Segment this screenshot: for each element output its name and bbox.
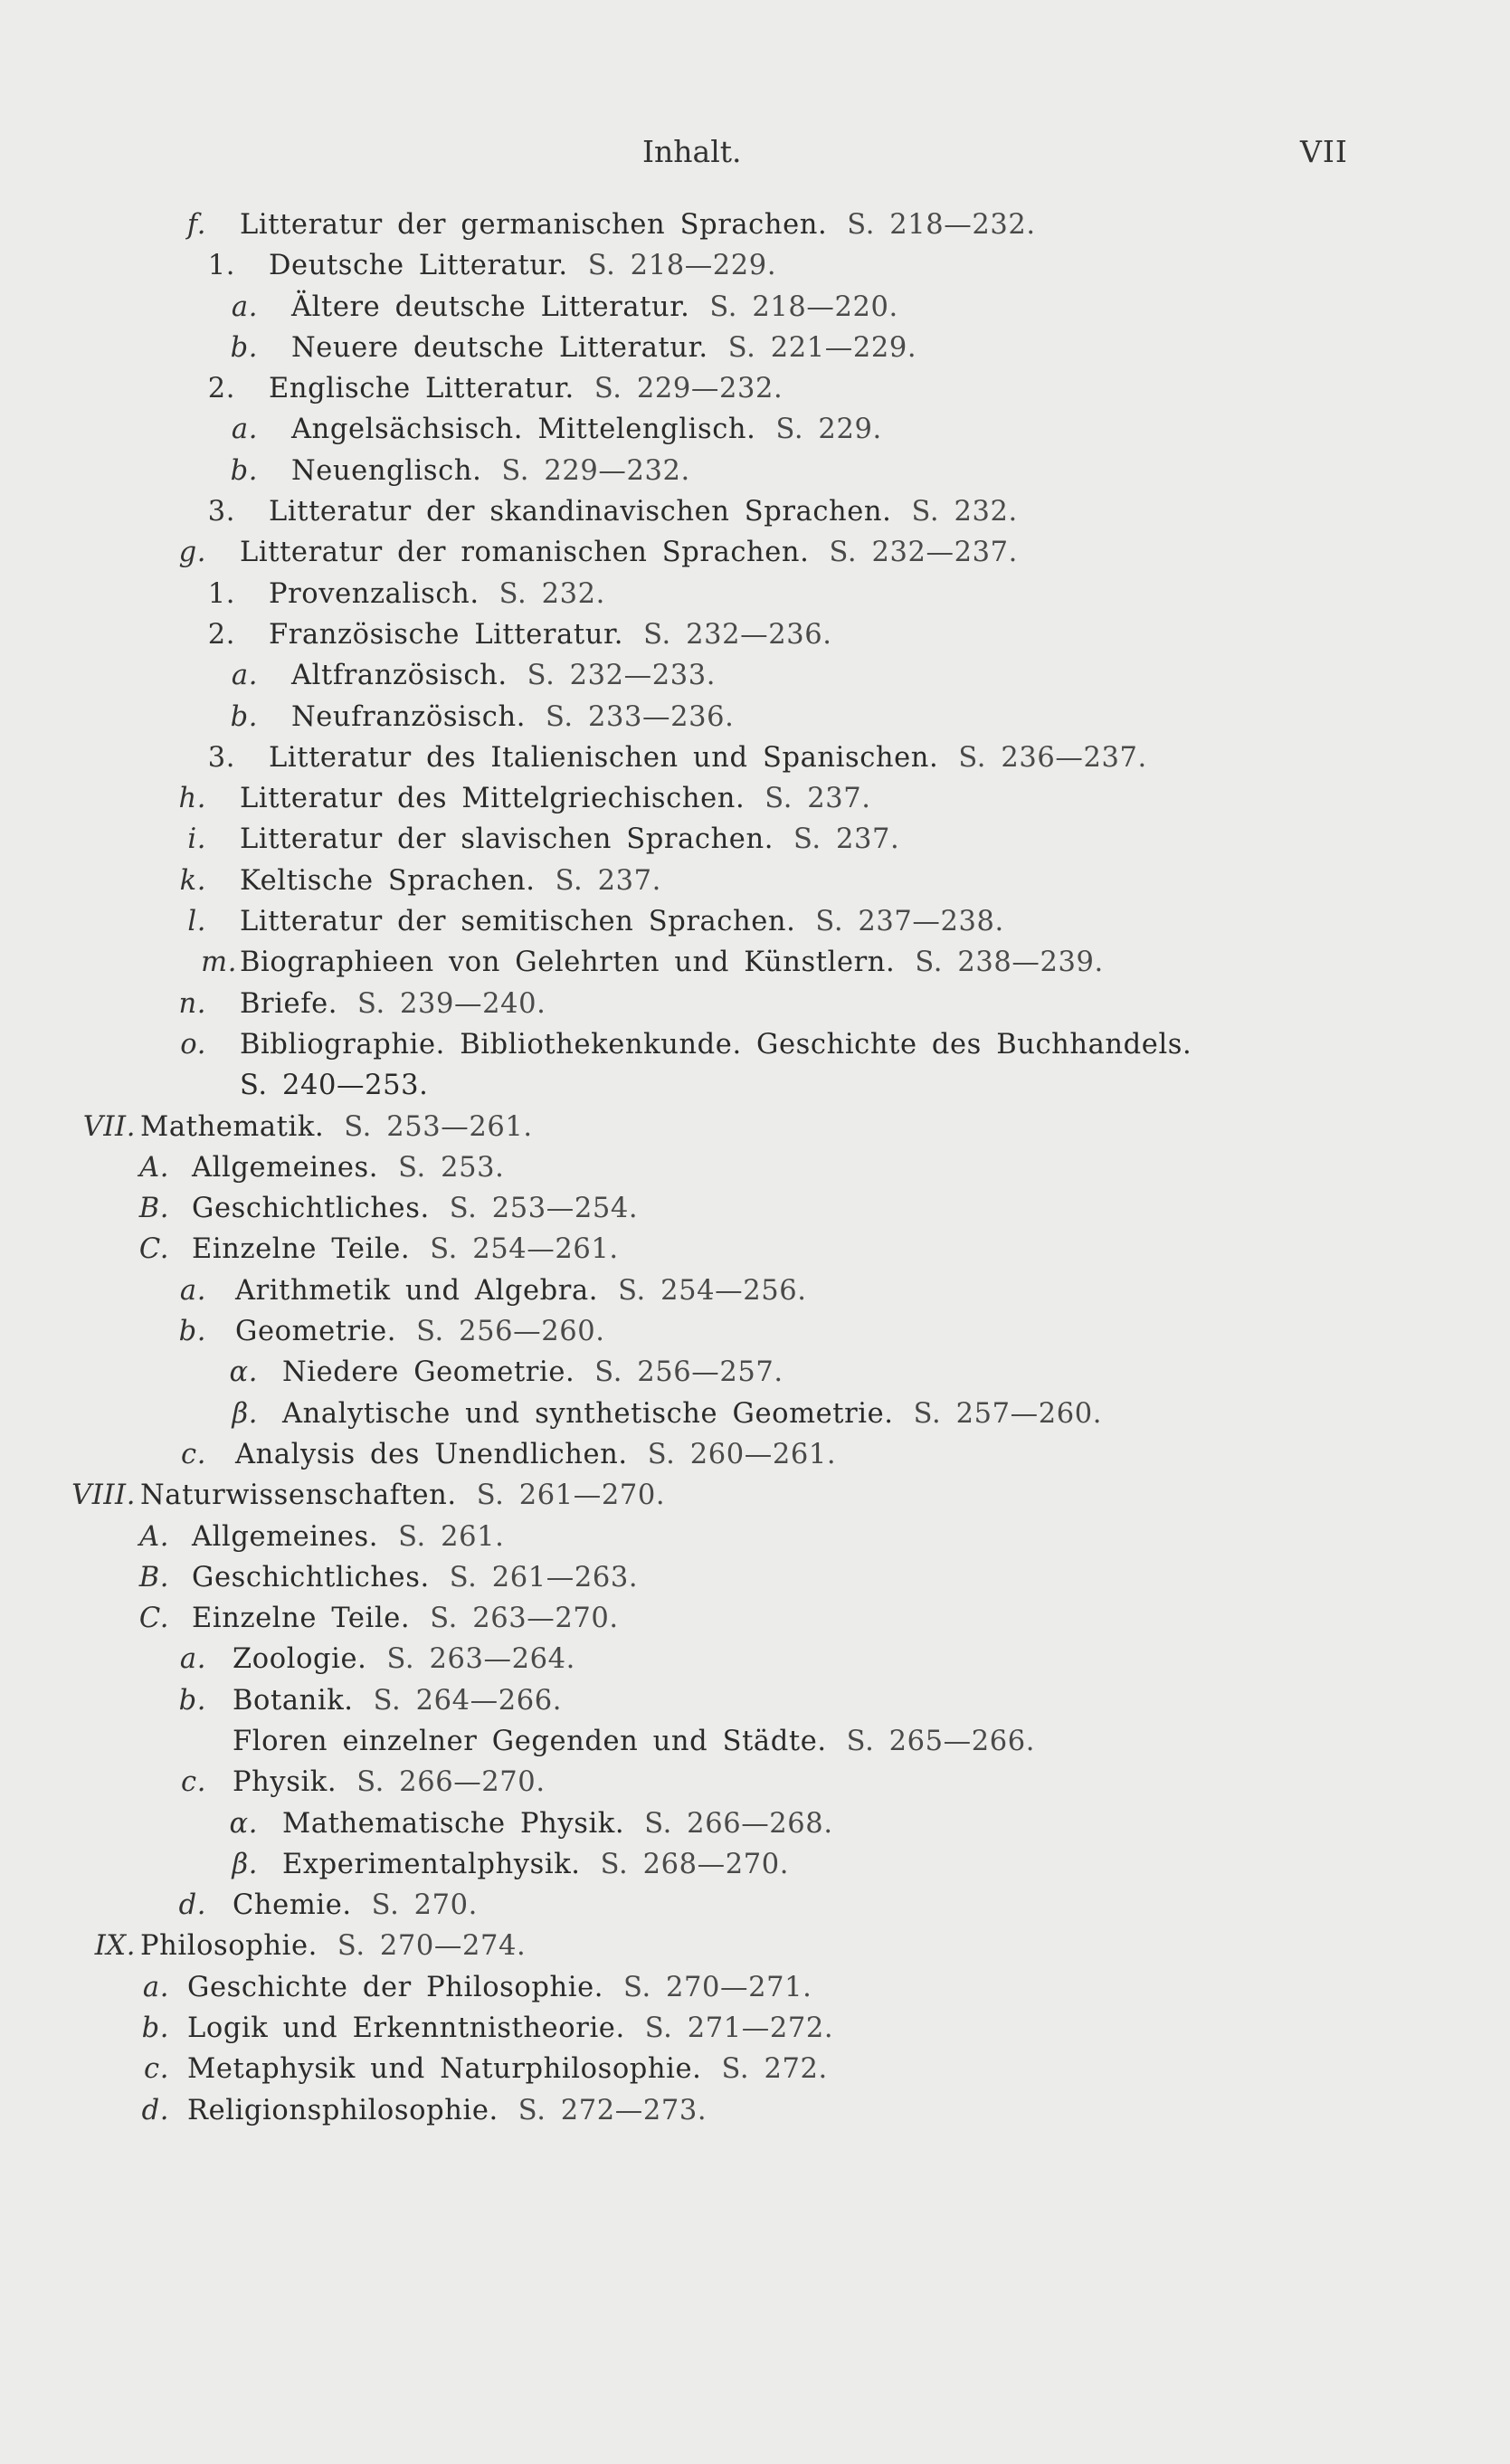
toc-entry-pages: S. 264—266. bbox=[373, 1684, 563, 1717]
toc-entry-title: Philosophie. bbox=[140, 1930, 318, 1963]
toc-entry-body bbox=[140, 1107, 533, 1147]
toc-entry-body bbox=[240, 778, 871, 819]
toc-entry-pages: S. 270—271. bbox=[623, 1971, 812, 2003]
toc-entry-title: Allgemeines. bbox=[192, 1151, 379, 1184]
toc-entry-body bbox=[140, 1475, 665, 1516]
toc-entry-marker: VIII. bbox=[71, 1479, 136, 1512]
toc-entry-marker: b. bbox=[230, 454, 258, 487]
toc-entry-pages: S. 232—236. bbox=[643, 618, 832, 651]
toc-entry-title: Einzelne Teile. bbox=[192, 1603, 411, 1635]
toc-entry-body bbox=[240, 532, 1018, 573]
toc-entry bbox=[0, 1352, 1510, 1393]
toc-entry-title: Einzelne Teile. bbox=[192, 1233, 411, 1266]
toc-entry-pages: S. 271—272. bbox=[644, 2012, 834, 2045]
toc-entry-title: Metaphysik und Naturphilosophie. bbox=[187, 2053, 702, 2086]
toc-entry-marker: k. bbox=[179, 864, 206, 897]
toc-entry-body bbox=[282, 1844, 789, 1885]
toc-entry bbox=[0, 1475, 1510, 1516]
toc-entry-marker: d. bbox=[141, 2094, 169, 2126]
toc-entry-body bbox=[291, 697, 734, 737]
toc-entry-title: Floren einzelner Gegenden und Städte. bbox=[233, 1725, 827, 1757]
toc-entry bbox=[0, 697, 1510, 737]
toc-entry-body bbox=[291, 287, 898, 328]
toc-entry-title: Altfranzösisch. bbox=[291, 660, 508, 692]
toc-entry bbox=[0, 1762, 1510, 1803]
toc-entry-marker: a. bbox=[231, 414, 258, 446]
toc-entry bbox=[0, 1926, 1510, 1966]
toc-entry bbox=[0, 205, 1510, 245]
toc-entry-pages: S. 236—237. bbox=[958, 741, 1147, 774]
toc-entry bbox=[0, 1229, 1510, 1270]
toc-entry-marker: α. bbox=[229, 1807, 258, 1840]
toc-entry bbox=[0, 1721, 1510, 1762]
toc-entry-title: Litteratur des Italienischen und Spanischen. bbox=[269, 741, 939, 774]
toc-entry-pages: S. 266—268. bbox=[644, 1807, 833, 1840]
toc-entry-body bbox=[269, 368, 783, 409]
toc-entry-pages: S. 261. bbox=[398, 1520, 505, 1553]
toc-entry-title: Neuere deutsche Litteratur. bbox=[291, 331, 708, 364]
toc-entry-title: Litteratur der skandinavischen Sprachen. bbox=[269, 496, 892, 528]
toc-entry-title: Neufranzösisch. bbox=[291, 700, 526, 733]
toc-entry-title: Logik und Erkenntnistheorie. bbox=[187, 2012, 625, 2045]
toc-entry-marker: b. bbox=[141, 2012, 169, 2045]
toc-entry-body bbox=[269, 574, 605, 614]
toc-entry bbox=[0, 2049, 1510, 2089]
toc-entry-pages: S. 233—236. bbox=[546, 700, 735, 733]
toc-entry-title: Litteratur der romanischen Sprachen. bbox=[240, 537, 810, 569]
toc-entry-body bbox=[240, 984, 546, 1024]
toc-entry-body bbox=[187, 1967, 812, 2008]
toc-entry bbox=[0, 1885, 1510, 1926]
toc-entry-pages: S. 270—274. bbox=[337, 1930, 527, 1963]
toc-entry-title: Analytische und synthetische Geometrie. bbox=[282, 1397, 894, 1430]
toc-entry-body bbox=[235, 1270, 807, 1311]
toc-entry-title: Mathematik. bbox=[140, 1110, 325, 1143]
toc-entry-pages: S. 218—220. bbox=[709, 290, 898, 323]
toc-entry-title: Angelsächsisch. Mittelenglisch. bbox=[291, 414, 756, 446]
toc-entry-marker: β. bbox=[232, 1397, 258, 1430]
toc-entry-title: Briefe. bbox=[240, 987, 338, 1020]
toc-entry-title: Mathematische Physik. bbox=[282, 1807, 625, 1840]
toc-entry bbox=[0, 532, 1510, 573]
toc-entry-body bbox=[192, 1517, 504, 1557]
toc-entry-body bbox=[187, 2090, 707, 2131]
toc-entry-pages: S. 237. bbox=[555, 864, 661, 897]
toc-entry-body bbox=[233, 1680, 562, 1721]
toc-entry-body bbox=[269, 614, 832, 655]
toc-entry bbox=[0, 737, 1510, 778]
toc-entry-marker: a. bbox=[142, 1971, 169, 2003]
toc-entry-title: Analysis des Unendlichen. bbox=[235, 1438, 628, 1470]
toc-entry-marker: 2. bbox=[207, 618, 235, 651]
toc-entry-title: Bibliographie. Bibliothekenkunde. Geschichte des Buchhandels. bbox=[240, 1028, 1192, 1061]
toc-entry-title: Naturwissenschaften. bbox=[140, 1479, 457, 1512]
toc-entry-title: Französische Litteratur. bbox=[269, 618, 624, 651]
toc-entry-marker: B. bbox=[138, 1561, 169, 1594]
toc-entry-pages: S. 237. bbox=[793, 823, 900, 856]
toc-entry-title: Experimentalphysik. bbox=[282, 1848, 581, 1880]
toc-entry-pages: S. 272. bbox=[721, 2053, 828, 2086]
toc-entry-body bbox=[235, 1311, 605, 1352]
toc-entry bbox=[0, 1270, 1510, 1311]
toc-entry-title: Geometrie. bbox=[235, 1316, 397, 1348]
toc-entry-body bbox=[192, 1598, 619, 1639]
toc-entry-body bbox=[233, 1885, 478, 1926]
toc-entry bbox=[0, 942, 1510, 983]
toc-entry-pages: S. 238—239. bbox=[915, 947, 1104, 979]
toc-entry-body bbox=[240, 942, 1104, 983]
toc-entry-title: Religionsphilosophie. bbox=[187, 2094, 499, 2126]
toc-entry-body bbox=[187, 2008, 833, 2049]
toc-entry bbox=[0, 287, 1510, 328]
toc-entry-pages: S. 239—240. bbox=[357, 987, 546, 1020]
toc-entry-title: Litteratur der slavischen Sprachen. bbox=[240, 823, 774, 856]
toc-entry-body bbox=[282, 1803, 833, 1844]
toc-entry-title: S. 240—253. bbox=[240, 1070, 429, 1102]
toc-entry-marker: i. bbox=[187, 823, 206, 856]
toc-entry-marker: n. bbox=[178, 987, 206, 1020]
toc-entry-title: Zoologie. bbox=[233, 1643, 367, 1676]
toc-entry-body bbox=[240, 1024, 1192, 1065]
toc-entry-pages: S. 229. bbox=[775, 414, 882, 446]
toc-entry-pages: S. 232. bbox=[911, 496, 1018, 528]
toc-entry-body bbox=[240, 205, 1036, 245]
toc-entry-pages: S. 221—229. bbox=[727, 331, 917, 364]
toc-entry-marker: a. bbox=[179, 1274, 206, 1307]
toc-entry-pages: S. 268—270. bbox=[600, 1848, 790, 1880]
toc-entry-title: Litteratur des Mittelgriechischen. bbox=[240, 783, 746, 815]
toc-entry bbox=[0, 778, 1510, 819]
toc-entry-body bbox=[192, 1557, 638, 1598]
toc-entry-pages: S. 260—261. bbox=[647, 1438, 837, 1470]
toc-entry-pages: S. 253. bbox=[398, 1151, 505, 1184]
toc-entry bbox=[0, 245, 1510, 286]
toc-entry-marker: β. bbox=[232, 1848, 258, 1880]
toc-entry-title: Geschichtliches. bbox=[192, 1561, 430, 1594]
toc-entry bbox=[0, 574, 1510, 614]
toc-entry-title: Niedere Geometrie. bbox=[282, 1356, 575, 1389]
toc-entry-marker: IX. bbox=[94, 1930, 136, 1963]
page-number: VII bbox=[1300, 134, 1348, 169]
toc-entry bbox=[0, 1147, 1510, 1188]
toc-entry-pages: S. 232—237. bbox=[829, 537, 1018, 569]
toc-entry-marker: g. bbox=[178, 537, 206, 569]
toc-entry-marker: a. bbox=[179, 1643, 206, 1676]
toc-entry bbox=[0, 861, 1510, 901]
toc-entry-pages: S. 270. bbox=[371, 1889, 478, 1922]
toc-entry-pages: S. 257—260. bbox=[913, 1397, 1103, 1430]
toc-entry-title: Neuenglisch. bbox=[291, 454, 482, 487]
toc-entry bbox=[0, 901, 1510, 942]
toc-entry-body bbox=[233, 1721, 1035, 1762]
toc-entry-pages: S. 253—254. bbox=[449, 1193, 639, 1225]
table-of-contents bbox=[0, 205, 1510, 2131]
toc-entry-title: Biographieen von Gelehrten und Künstlern. bbox=[240, 947, 896, 979]
toc-entry bbox=[0, 1311, 1510, 1352]
toc-entry bbox=[0, 1188, 1510, 1229]
toc-entry-body bbox=[192, 1229, 619, 1270]
toc-entry-marker: b. bbox=[230, 331, 258, 364]
toc-entry-title: Botanik. bbox=[233, 1684, 354, 1717]
toc-entry-marker: 2. bbox=[207, 373, 235, 405]
toc-entry-title: Litteratur der germanischen Sprachen. bbox=[240, 209, 828, 241]
toc-entry-body bbox=[291, 655, 716, 696]
toc-entry bbox=[0, 1024, 1510, 1065]
toc-entry-pages: S. 261—270. bbox=[476, 1479, 666, 1512]
toc-entry-marker: c. bbox=[144, 2053, 169, 2086]
toc-entry-pages: S. 218—229. bbox=[587, 250, 777, 282]
toc-entry bbox=[0, 1803, 1510, 1844]
toc-entry-marker: l. bbox=[187, 906, 206, 938]
toc-entry bbox=[0, 2090, 1510, 2131]
toc-entry-body bbox=[240, 1065, 428, 1106]
toc-entry-marker: VII. bbox=[82, 1110, 136, 1143]
toc-entry-body bbox=[282, 1394, 1102, 1434]
toc-entry-marker: b. bbox=[178, 1316, 206, 1348]
toc-entry-body bbox=[269, 737, 1147, 778]
toc-entry-marker: A. bbox=[139, 1151, 169, 1184]
toc-entry-title: Geschichtliches. bbox=[192, 1193, 430, 1225]
toc-entry bbox=[0, 1517, 1510, 1557]
toc-entry-pages: S. 254—261. bbox=[430, 1233, 619, 1266]
toc-entry-body bbox=[140, 1926, 526, 1966]
toc-entry-title: Keltische Sprachen. bbox=[240, 864, 536, 897]
toc-entry-pages: S. 232—233. bbox=[527, 660, 717, 692]
toc-entry bbox=[0, 984, 1510, 1024]
toc-entry-pages: S. 218—232. bbox=[847, 209, 1036, 241]
toc-entry bbox=[0, 1598, 1510, 1639]
toc-entry-title: Deutsche Litteratur. bbox=[269, 250, 568, 282]
toc-entry bbox=[0, 1844, 1510, 1885]
toc-entry-pages: S. 232. bbox=[499, 577, 605, 610]
toc-entry-body bbox=[282, 1352, 783, 1393]
toc-entry-marker: m. bbox=[201, 947, 237, 979]
toc-entry-body bbox=[269, 491, 1018, 532]
toc-entry bbox=[0, 614, 1510, 655]
toc-entry bbox=[0, 1065, 1510, 1106]
toc-entry-body bbox=[233, 1762, 546, 1803]
toc-entry-body bbox=[291, 451, 690, 491]
toc-entry-pages: S. 229—232. bbox=[501, 454, 690, 487]
toc-entry-marker: 3. bbox=[207, 496, 235, 528]
toc-entry-marker: 1. bbox=[207, 577, 235, 610]
toc-entry bbox=[0, 368, 1510, 409]
toc-entry-pages: S. 263—264. bbox=[386, 1643, 575, 1676]
toc-entry bbox=[0, 451, 1510, 491]
toc-entry-title: Arithmetik und Algebra. bbox=[235, 1274, 599, 1307]
toc-entry-body bbox=[291, 409, 882, 450]
toc-entry bbox=[0, 2008, 1510, 2049]
toc-entry-pages: S. 237. bbox=[764, 783, 871, 815]
toc-entry-pages: S. 272—273. bbox=[518, 2094, 708, 2126]
toc-entry-marker: c. bbox=[181, 1766, 206, 1799]
toc-entry-marker: h. bbox=[178, 783, 206, 815]
toc-entry-pages: S. 253—261. bbox=[344, 1110, 533, 1143]
toc-entry-marker: C. bbox=[138, 1603, 169, 1635]
toc-entry-body bbox=[240, 861, 661, 901]
toc-entry-pages: S. 256—257. bbox=[594, 1356, 783, 1389]
toc-entry bbox=[0, 328, 1510, 368]
toc-entry-marker: c. bbox=[181, 1438, 206, 1470]
toc-entry-marker: f. bbox=[186, 209, 206, 241]
toc-entry-marker: d. bbox=[178, 1889, 206, 1922]
toc-entry-body bbox=[240, 901, 1004, 942]
running-head-title: Inhalt. bbox=[642, 134, 742, 169]
toc-entry-marker: b. bbox=[230, 700, 258, 733]
toc-entry-pages: S. 229—232. bbox=[594, 373, 783, 405]
toc-entry-title: Provenzalisch. bbox=[269, 577, 480, 610]
toc-entry bbox=[0, 655, 1510, 696]
toc-entry-body bbox=[187, 2049, 828, 2089]
toc-entry bbox=[0, 1639, 1510, 1679]
toc-entry-title: Ältere deutsche Litteratur. bbox=[291, 290, 690, 323]
toc-entry-title: Allgemeines. bbox=[192, 1520, 379, 1553]
toc-entry-body bbox=[233, 1639, 575, 1679]
toc-entry bbox=[0, 491, 1510, 532]
toc-entry-title: Litteratur der semitischen Sprachen. bbox=[240, 906, 796, 938]
toc-entry bbox=[0, 1967, 1510, 2008]
toc-entry-pages: S. 254—256. bbox=[618, 1274, 807, 1307]
toc-entry-marker: C. bbox=[138, 1233, 169, 1266]
toc-entry-marker: 3. bbox=[207, 741, 235, 774]
toc-entry-pages: S. 263—270. bbox=[430, 1603, 619, 1635]
toc-entry-title: Geschichte der Philosophie. bbox=[187, 1971, 604, 2003]
toc-entry bbox=[0, 1557, 1510, 1598]
toc-entry-body bbox=[269, 245, 776, 286]
toc-entry-pages: S. 237—238. bbox=[815, 906, 1004, 938]
toc-entry-marker: o. bbox=[180, 1028, 206, 1061]
toc-entry bbox=[0, 409, 1510, 450]
toc-entry-marker: a. bbox=[231, 660, 258, 692]
toc-entry-marker: a. bbox=[231, 290, 258, 323]
toc-entry-pages: S. 256—260. bbox=[416, 1316, 605, 1348]
toc-entry-title: Englische Litteratur. bbox=[269, 373, 575, 405]
toc-entry-body bbox=[192, 1188, 638, 1229]
toc-entry-pages: S. 265—266. bbox=[846, 1725, 1036, 1757]
toc-entry-body bbox=[192, 1147, 504, 1188]
toc-entry-body bbox=[291, 328, 916, 368]
toc-entry-pages: S. 261—263. bbox=[449, 1561, 639, 1594]
toc-entry bbox=[0, 1107, 1510, 1147]
toc-entry-marker: B. bbox=[138, 1193, 169, 1225]
toc-entry-body bbox=[240, 819, 899, 860]
toc-entry-marker: A. bbox=[139, 1520, 169, 1553]
toc-entry-title: Chemie. bbox=[233, 1889, 352, 1922]
toc-entry bbox=[0, 1394, 1510, 1434]
toc-entry-marker: 1. bbox=[207, 250, 235, 282]
toc-entry bbox=[0, 1680, 1510, 1721]
toc-entry bbox=[0, 819, 1510, 860]
toc-entry bbox=[0, 1434, 1510, 1475]
toc-entry-body bbox=[235, 1434, 836, 1475]
toc-entry-marker: α. bbox=[229, 1356, 258, 1389]
toc-entry-marker: b. bbox=[178, 1684, 206, 1717]
toc-entry-pages: S. 266—270. bbox=[356, 1766, 546, 1799]
toc-entry-title: Physik. bbox=[233, 1766, 337, 1799]
